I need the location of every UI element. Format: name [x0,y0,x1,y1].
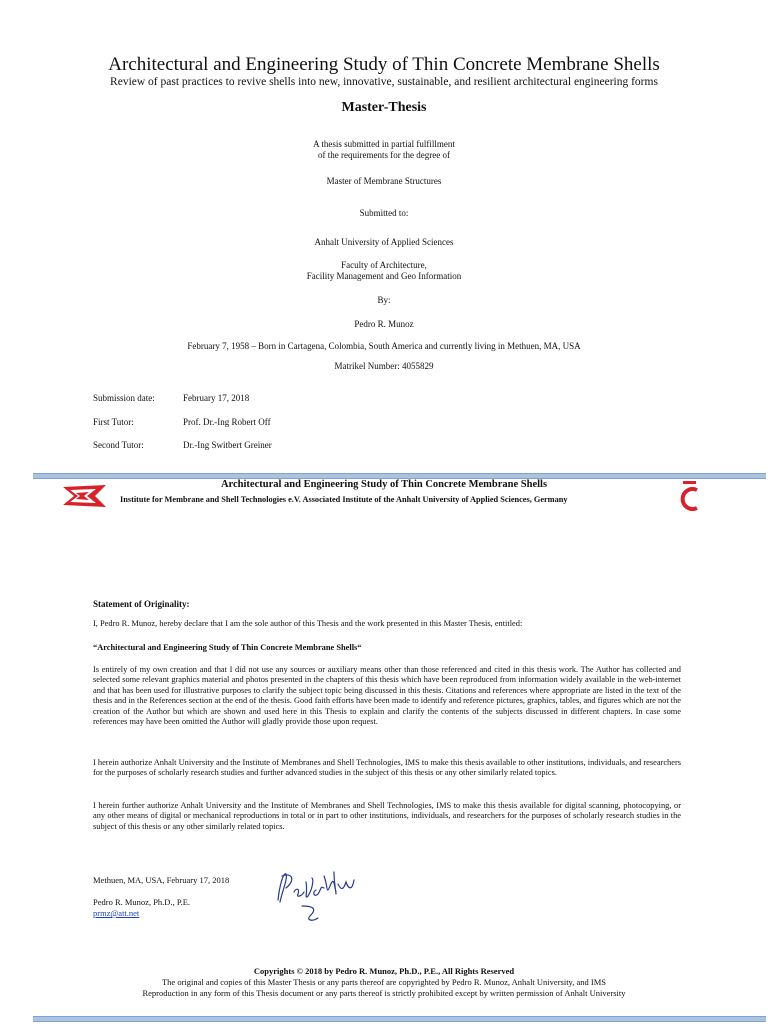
signature-place-date: Methuen, MA, USA, February 17, 2018 [93,875,230,885]
submission-text-2: of the requirements for the degree of [318,150,450,160]
author-bio: February 7, 1958 – Born in Cartagena, Colombia, South America and currently living in Methuen, MA, USA [187,341,581,351]
meta-value: Dr.-Ing Switbert Greiner [183,440,272,450]
author-name: Pedro R. Munoz [354,319,414,329]
meta-second-tutor [93,440,272,450]
statement-heading: Statement of Originality: [93,599,190,609]
meta-value: February 17, 2018 [183,393,250,403]
matrikel-number: Matrikel Number: 4055829 [334,361,434,371]
meta-first-tutor [93,417,271,427]
degree: Master of Membrane Structures [326,176,442,186]
university-logo-icon [677,480,701,514]
thesis-title: Architectural and Engineering Study of Thin Concrete Membrane Shells [108,54,660,75]
signature-email-link[interactable]: prmz@att.net [93,908,140,918]
meta-label: Submission date: [93,393,155,403]
statement-paragraph-3: I herein further authorize Anhalt University and the Institute of Membranes and Shell Technologies, IMS to make this thesis available for digital scanning, photocopying, or any other means of digital or mechanical reproductions in total or in part to other institutions, individuals, and researchers for the purposes of scholarly research studies in the subject of this thesis or any other similarly related topics. [93,801,681,831]
statement-paragraph-1: Is entirely of my own creation and that I did not use any sources or auxiliary means other than those referenced and cited in this thesis work. The Author has collected and selected some relevant graphics material and photos presented in the chapters of this thesis which have been reproduced from information widely available in the web-internet and that has been used for illustrative purposes to clarify the subject topic being discussed in this thesis. Citations and references where appropriate are listed in the text of the thesis and in the References section at the end of the thesis. Good faith efforts have been made to identify and reference pictures, graphics, tables, and figures which are not the creation of the Author but which are shown and used here in this Thesis to explain and clarify the contents of the subjects discussed in different chapters. In case some references may have been omitted the Author will gladly provide those upon request. [93,665,681,727]
faculty-line-1: Faculty of Architecture, [341,260,427,270]
meta-label: First Tutor: [93,417,134,427]
meta-label: Second Tutor: [93,440,144,450]
by-label: By: [377,295,391,305]
footer-line-3: Reproduction in any form of this Thesis document or any parts thereof is strictly prohibited except by written permission of Anhalt University [142,988,626,998]
header-title: Architectural and Engineering Study of Thin Concrete Membrane Shells [220,479,548,490]
footer-copyright: Copyrights © 2018 by Pedro R. Munoz, Ph.D., P.E., All Rights Reserved [253,966,515,976]
statement-paragraph-2: I herein authorize Anhalt University and the Institute of Membranes and Shell Technologies, IMS to make this thesis available to other institutions, individuals, and researchers for the purposes of scholarly research studies and further advanced studies in the subject of this thesis or any other similarly related topics. [93,758,681,778]
statement-quoted-title: “Architectural and Engineering Study of Thin Concrete Membrane Shells“ [93,643,362,652]
statement-declare: I, Pedro R. Munoz, hereby declare that I am the sole author of this Thesis and the work presented in this Master Thesis, entitled: [93,619,523,628]
footer-band [33,1016,766,1022]
signature-name: Pedro R. Munoz, Ph.D., P.E. [93,897,191,907]
handwritten-signature [272,862,364,932]
submitted-to-label: Submitted to: [359,208,409,218]
submission-text-1: A thesis submitted in partial fulfillment [313,139,455,149]
university: Anhalt University of Applied Sciences [314,237,454,247]
thesis-type: Master-Thesis [341,100,427,115]
thesis-subtitle: Review of past practices to revive shells into new, innovative, sustainable, and resilient architectural engineering forms [110,76,658,88]
meta-submission-date [93,393,249,403]
header-subtitle: Institute for Membrane and Shell Technologies e.V. Associated Institute of the Anhalt University of Applied Sciences, Germany [120,495,568,504]
faculty-line-2: Facility Management and Geo Information [306,271,462,281]
meta-value: Prof. Dr.-Ing Robert Off [183,417,271,427]
footer-line-2: The original and copies of this Master Thesis or any parts thereof are copyrighted by Pedro R. Munoz, Anhalt University, and IMS [161,977,607,987]
